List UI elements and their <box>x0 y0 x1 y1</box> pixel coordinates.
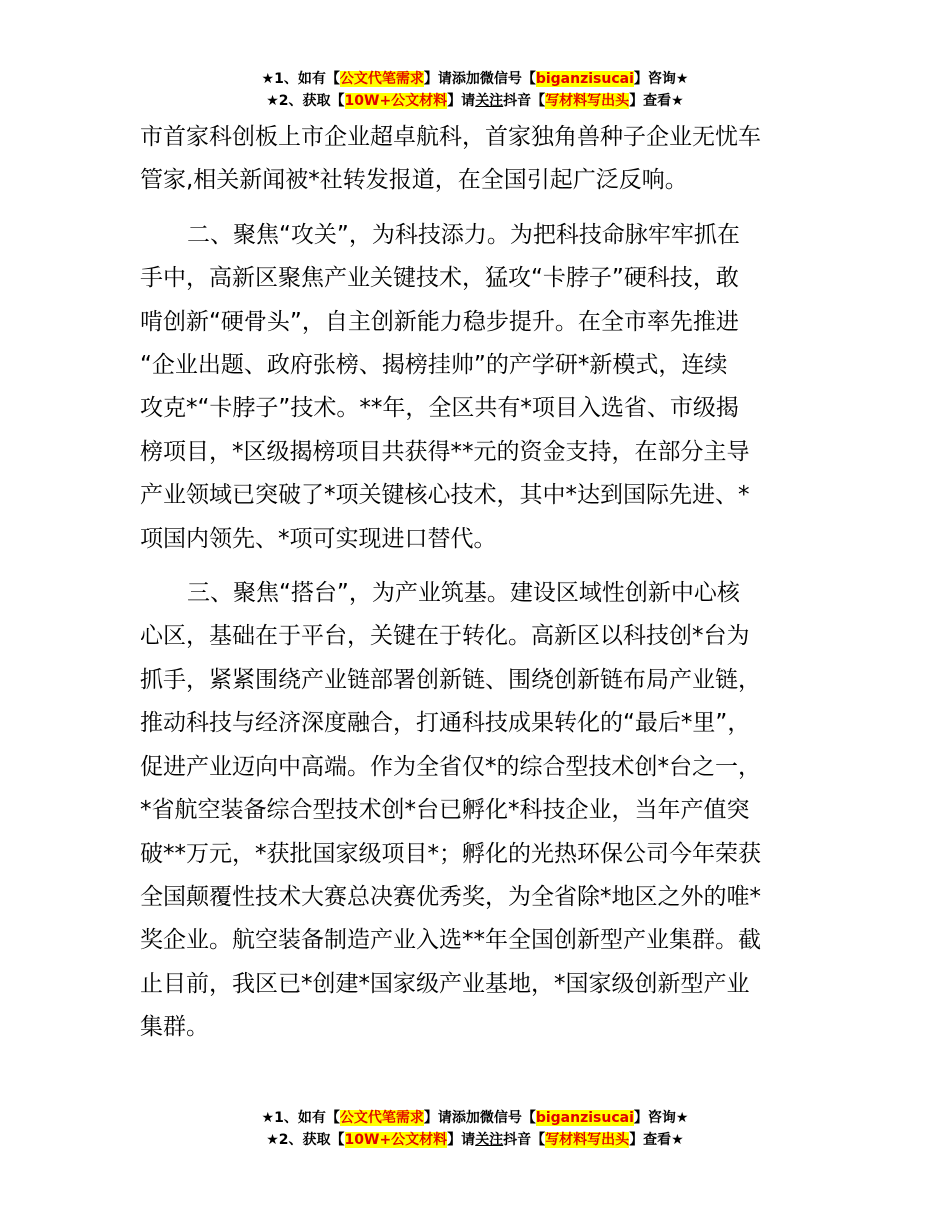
header-banner <box>0 68 950 112</box>
footer-line-2-text-c: 抖音【 <box>503 1132 546 1148</box>
paragraph-line: 啃创新“硬骨头”，自主创新能力稳步提升。在全市率先推进 <box>140 308 739 335</box>
header-highlight-account: 写材料写出头 <box>545 93 630 109</box>
paragraph-line: 抓手，紧紧围绕产业链部署创新链、围绕创新链布局产业链， <box>140 666 761 693</box>
paragraph-line: 集群。 <box>140 1014 209 1041</box>
footer-underlined-follow: 关注 <box>475 1132 504 1148</box>
paragraph-2 <box>140 214 825 561</box>
footer-line-1 <box>0 1107 950 1129</box>
header-line-1 <box>0 68 950 90</box>
paragraph-line: 奖企业。航空装备制造产业入选**年全国创新型产业集群。截 <box>140 927 761 954</box>
paragraph-line: 手中，高新区聚焦产业关键技术，猛攻“卡脖子”硬科技，敢 <box>140 265 739 292</box>
header-line-1-text-a: ★1、如有【 <box>261 71 340 87</box>
paragraph-line: 产业领域已突破了*项关键核心技术，其中*达到国际先进、* <box>140 482 750 509</box>
footer-highlight-account: 写材料写出头 <box>545 1132 630 1148</box>
paragraph-line: 二、聚焦“攻关”，为科技添力。为把科技命脉牢牢抓在 <box>187 221 740 248</box>
paragraph-line: 心区，基础在于平台，关键在于转化。高新区以科技创*台为 <box>140 623 750 650</box>
footer-line-1-text-c: 】咨询★ <box>633 1110 689 1126</box>
paragraph-line: 促进产业迈向中高端。作为全省仅*的综合型技术创*台之一， <box>140 753 761 780</box>
paragraph-line: 三、聚焦“搭台”，为产业筑基。建设区域性创新中心核 <box>187 580 740 607</box>
footer-highlight-wechat-id: biganzisucai <box>535 1110 634 1126</box>
paragraph-line: 止目前，我区已*创建*国家级产业基地，*国家级创新型产业 <box>140 970 750 997</box>
header-underlined-follow: 关注 <box>475 93 504 109</box>
paragraph-line: 全国颠覆性技术大赛总决赛优秀奖，为全省除*地区之外的唯* <box>140 883 761 910</box>
document-body <box>140 116 825 1050</box>
paragraph-line: 榜项目，*区级揭榜项目共获得**元的资金支持，在部分主导 <box>140 438 750 465</box>
header-line-2 <box>0 90 950 112</box>
header-line-2-text-b: 】请 <box>447 93 476 109</box>
footer-line-2-text-b: 】请 <box>447 1132 476 1148</box>
footer-line-2-text-d: 】查看★ <box>629 1132 684 1148</box>
header-line-2-text-d: 】查看★ <box>629 93 684 109</box>
paragraph-line: “企业出题、政府张榜、揭榜挂帅”的产学研*新模式，连续 <box>140 352 728 379</box>
footer-line-2 <box>0 1129 950 1151</box>
header-highlight-wechat-id: biganzisucai <box>535 71 634 87</box>
footer-line-1-text-b: 】请添加微信号【 <box>423 1110 536 1126</box>
paragraph-line: 破**万元，*获批国家级项目*；孵化的光热环保公司今年荣获 <box>140 840 761 867</box>
paragraph-1 <box>140 116 825 203</box>
footer-line-1-text-a: ★1、如有【 <box>261 1110 340 1126</box>
header-line-2-text-c: 抖音【 <box>503 93 546 109</box>
paragraph-3 <box>140 572 825 1049</box>
footer-line-2-text-a: ★2、获取【 <box>266 1132 345 1148</box>
header-line-2-text-a: ★2、获取【 <box>266 93 345 109</box>
paragraph-line: 推动科技与经济深度融合，打通科技成果转化的“最后*里”， <box>140 710 751 737</box>
header-highlight-ghostwriting: 公文代笔需求 <box>339 71 424 87</box>
header-highlight-materials: 10W+公文材料 <box>344 93 448 109</box>
footer-banner <box>0 1107 950 1151</box>
header-line-1-text-c: 】咨询★ <box>633 71 689 87</box>
header-line-1-text-b: 】请添加微信号【 <box>423 71 536 87</box>
paragraph-line: 管家,相关新闻被*社转发报道，在全国引起广泛反响。 <box>140 167 688 194</box>
paragraph-line: 项国内领先、*项可实现进口替代。 <box>140 525 497 552</box>
paragraph-line: 攻克*“卡脖子”技术。**年，全区共有*项目入选省、市级揭 <box>140 395 739 422</box>
footer-highlight-ghostwriting: 公文代笔需求 <box>339 1110 424 1126</box>
paragraph-line: 市首家科创板上市企业超卓航科，首家独角兽种子企业无忧车 <box>140 124 761 150</box>
footer-highlight-materials: 10W+公文材料 <box>344 1132 448 1148</box>
paragraph-line: *省航空装备综合型技术创*台已孵化*科技企业，当年产值突 <box>140 797 750 824</box>
